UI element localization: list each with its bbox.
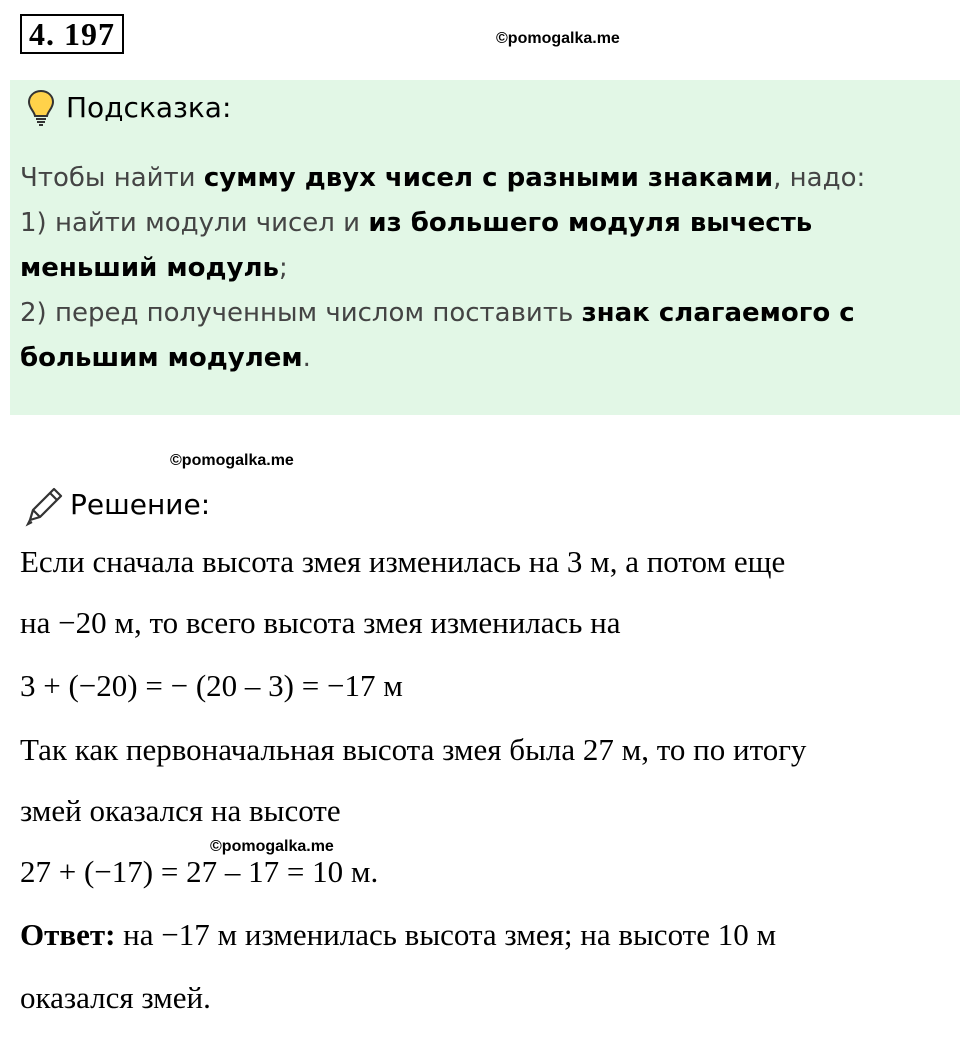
- solution-line: змей оказался на высоте: [20, 793, 341, 828]
- hint-title: Подсказка:: [66, 91, 232, 124]
- pencil-icon: [22, 484, 66, 528]
- lightbulb-icon: [26, 88, 56, 128]
- answer-label: Ответ:: [20, 917, 116, 952]
- solution-equation: 3 + (−20) = − (20 – 3) = −17 м: [20, 668, 403, 703]
- solution-line: Так как первоначальная высота змея была 27 м, то по итогу: [20, 732, 807, 767]
- hint-text: Чтобы найти сумму двух чисел с разными знаками, надо: 1) найти модули чисел и из большего модуля вычесть меньший модуль; 2) перед полученным числом поставить знак слагаемого с большим модулем.: [20, 163, 866, 373]
- problem-number: 4. 197: [20, 14, 124, 54]
- watermark: ©pomogalka.me: [210, 838, 334, 855]
- solution-equation: 27 + (−17) = 27 – 17 = 10 м.: [20, 854, 379, 889]
- solution-line: на −20 м, то всего высота змея изменилась на: [20, 605, 621, 640]
- solution-title: Решение:: [70, 488, 211, 521]
- watermark: ©pomogalka.me: [496, 30, 620, 47]
- answer-line: оказался змей.: [20, 980, 211, 1015]
- watermark: ©pomogalka.me: [170, 452, 294, 469]
- solution-line: Если сначала высота змея изменилась на 3 м, а потом еще: [20, 544, 786, 579]
- answer-line: Ответ: на −17 м изменилась высота змея; на высоте 10 м: [20, 917, 777, 952]
